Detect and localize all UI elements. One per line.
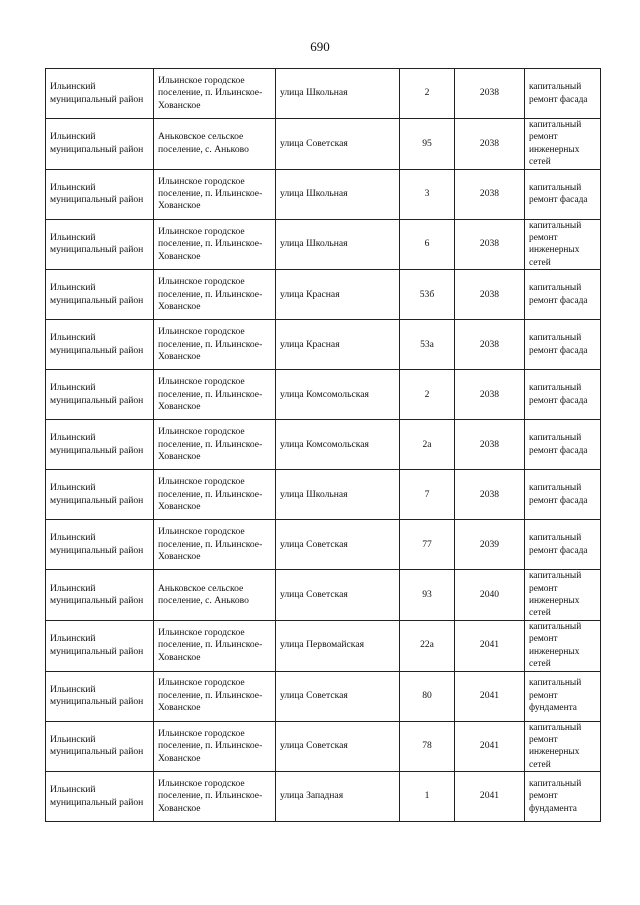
- settlement-cell: Ильинское городское поселение, п. Ильинское-Хованское: [154, 69, 276, 119]
- work-type-cell: капитальный ремонт фасада: [525, 320, 601, 370]
- district-cell: Ильинский муниципальный район: [46, 520, 154, 570]
- table-row: [46, 420, 601, 470]
- work-type-cell: капитальный ремонт фасада: [525, 370, 601, 420]
- work-type-cell: капитальный ремонт фасада: [525, 270, 601, 320]
- work-type-cell: капитальный ремонт фасада: [525, 520, 601, 570]
- house-number-cell: 80: [400, 671, 455, 721]
- year-cell: 2038: [455, 320, 525, 370]
- district-cell: Ильинский муниципальный район: [46, 270, 154, 320]
- house-number-cell: 53б: [400, 270, 455, 320]
- settlement-cell: Аньковское сельское поселение, с. Аньково: [154, 570, 276, 621]
- settlement-cell: Ильинское городское поселение, п. Ильинское-Хованское: [154, 370, 276, 420]
- work-type-cell: капитальный ремонт фасада: [525, 69, 601, 119]
- page-number: 690: [310, 39, 330, 54]
- table-row: [46, 169, 601, 219]
- year-cell: 2041: [455, 721, 525, 772]
- house-number-cell: 53а: [400, 320, 455, 370]
- work-type-cell: капитальный ремонт фасада: [525, 420, 601, 470]
- year-cell: 2041: [455, 671, 525, 721]
- settlement-cell: Ильинское городское поселение, п. Ильинское-Хованское: [154, 772, 276, 822]
- year-cell: 2040: [455, 570, 525, 621]
- house-number-cell: 1: [400, 772, 455, 822]
- street-cell: улица Советская: [276, 721, 400, 772]
- settlement-cell: Ильинское городское поселение, п. Ильинское-Хованское: [154, 620, 276, 671]
- house-number-cell: 93: [400, 570, 455, 621]
- house-number-cell: 3: [400, 169, 455, 219]
- year-cell: 2038: [455, 169, 525, 219]
- year-cell: 2038: [455, 69, 525, 119]
- district-cell: Ильинский муниципальный район: [46, 570, 154, 621]
- street-cell: улица Школьная: [276, 470, 400, 520]
- year-cell: 2038: [455, 219, 525, 270]
- settlement-cell: Ильинское городское поселение, п. Ильинское-Хованское: [154, 320, 276, 370]
- house-number-cell: 22а: [400, 620, 455, 671]
- table-row: [46, 470, 601, 520]
- street-cell: улица Красная: [276, 320, 400, 370]
- work-type-cell: капитальный ремонт инженерных сетей: [525, 570, 601, 621]
- table-row: [46, 270, 601, 320]
- settlement-cell: Ильинское городское поселение, п. Ильинское-Хованское: [154, 470, 276, 520]
- house-number-cell: 78: [400, 721, 455, 772]
- street-cell: улица Школьная: [276, 169, 400, 219]
- district-cell: Ильинский муниципальный район: [46, 620, 154, 671]
- table-row: [46, 772, 601, 822]
- settlement-cell: Аньковское сельское поселение, с. Аньково: [154, 119, 276, 170]
- work-type-cell: капитальный ремонт инженерных сетей: [525, 721, 601, 772]
- district-cell: Ильинский муниципальный район: [46, 320, 154, 370]
- work-type-cell: капитальный ремонт фундамента: [525, 772, 601, 822]
- settlement-cell: Ильинское городское поселение, п. Ильинское-Хованское: [154, 219, 276, 270]
- year-cell: 2038: [455, 370, 525, 420]
- house-number-cell: 2а: [400, 420, 455, 470]
- settlement-cell: Ильинское городское поселение, п. Ильинское-Хованское: [154, 671, 276, 721]
- street-cell: улица Школьная: [276, 219, 400, 270]
- year-cell: 2038: [455, 270, 525, 320]
- street-cell: улица Школьная: [276, 69, 400, 119]
- table-row: [46, 570, 601, 621]
- repair-schedule-table: [45, 68, 601, 822]
- year-cell: 2038: [455, 420, 525, 470]
- street-cell: улица Западная: [276, 772, 400, 822]
- table-row: [46, 69, 601, 119]
- house-number-cell: 7: [400, 470, 455, 520]
- year-cell: 2038: [455, 119, 525, 170]
- table-body: [46, 69, 601, 822]
- district-cell: Ильинский муниципальный район: [46, 420, 154, 470]
- street-cell: улица Красная: [276, 270, 400, 320]
- work-type-cell: капитальный ремонт инженерных сетей: [525, 119, 601, 170]
- settlement-cell: Ильинское городское поселение, п. Ильинское-Хованское: [154, 520, 276, 570]
- year-cell: 2041: [455, 772, 525, 822]
- street-cell: улица Советская: [276, 520, 400, 570]
- table-row: [46, 520, 601, 570]
- settlement-cell: Ильинское городское поселение, п. Ильинское-Хованское: [154, 169, 276, 219]
- district-cell: Ильинский муниципальный район: [46, 470, 154, 520]
- table-row: [46, 119, 601, 170]
- table-row: [46, 320, 601, 370]
- district-cell: Ильинский муниципальный район: [46, 169, 154, 219]
- street-cell: улица Советская: [276, 671, 400, 721]
- district-cell: Ильинский муниципальный район: [46, 219, 154, 270]
- house-number-cell: 77: [400, 520, 455, 570]
- district-cell: Ильинский муниципальный район: [46, 370, 154, 420]
- district-cell: Ильинский муниципальный район: [46, 721, 154, 772]
- work-type-cell: капитальный ремонт фасада: [525, 169, 601, 219]
- work-type-cell: капитальный ремонт инженерных сетей: [525, 620, 601, 671]
- district-cell: Ильинский муниципальный район: [46, 671, 154, 721]
- year-cell: 2041: [455, 620, 525, 671]
- work-type-cell: капитальный ремонт инженерных сетей: [525, 219, 601, 270]
- table-row: [46, 721, 601, 772]
- house-number-cell: 2: [400, 69, 455, 119]
- street-cell: улица Советская: [276, 119, 400, 170]
- street-cell: улица Советская: [276, 570, 400, 621]
- house-number-cell: 2: [400, 370, 455, 420]
- settlement-cell: Ильинское городское поселение, п. Ильинское-Хованское: [154, 420, 276, 470]
- street-cell: улица Комсомольская: [276, 420, 400, 470]
- street-cell: улица Комсомольская: [276, 370, 400, 420]
- table-row: [46, 219, 601, 270]
- house-number-cell: 6: [400, 219, 455, 270]
- settlement-cell: Ильинское городское поселение, п. Ильинское-Хованское: [154, 270, 276, 320]
- district-cell: Ильинский муниципальный район: [46, 772, 154, 822]
- table-row: [46, 620, 601, 671]
- district-cell: Ильинский муниципальный район: [46, 69, 154, 119]
- district-cell: Ильинский муниципальный район: [46, 119, 154, 170]
- table-row: [46, 370, 601, 420]
- table-row: [46, 671, 601, 721]
- year-cell: 2039: [455, 520, 525, 570]
- work-type-cell: капитальный ремонт фасада: [525, 470, 601, 520]
- house-number-cell: 95: [400, 119, 455, 170]
- street-cell: улица Первомайская: [276, 620, 400, 671]
- work-type-cell: капитальный ремонт фундамента: [525, 671, 601, 721]
- year-cell: 2038: [455, 470, 525, 520]
- settlement-cell: Ильинское городское поселение, п. Ильинское-Хованское: [154, 721, 276, 772]
